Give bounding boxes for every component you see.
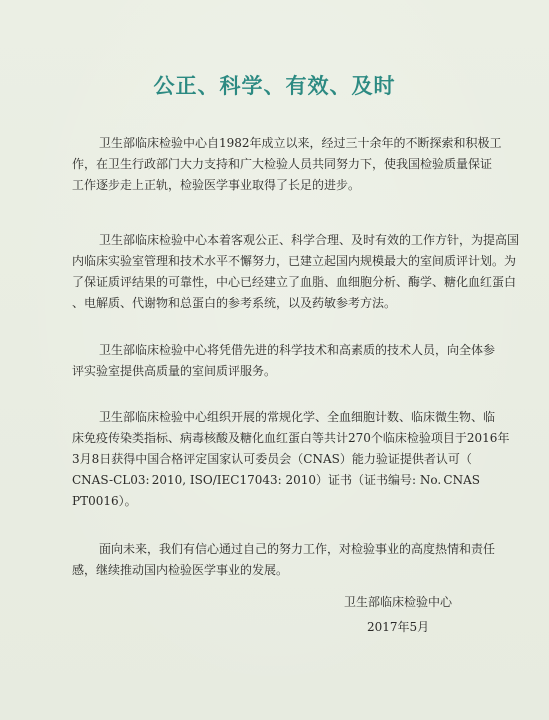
paragraph-line: 卫生部临床检验中心本着客观公正、科学合理、及时有效的工作方针，为提高国 [99,233,520,247]
paragraph-line: 卫生部临床检验中心将凭借先进的科学技术和高素质的技术人员，向全体参 [99,343,496,357]
paragraph-line: 3月8日获得中国合格评定国家认可委员会（CNAS）能力验证提供者认可（ [72,452,472,466]
paragraph-line: 、电解质、代谢物和总蛋白的参考系统，以及药敏参考方法。 [72,296,397,310]
paragraph-line: 感，继续推动国内检验医学事业的发展。 [72,563,289,577]
signature-organization: 卫生部临床检验中心 [344,595,453,609]
paragraph-line: 作，在卫生行政部门大力支持和广大检验人员共同努力下，使我国检验质量保证 [72,157,493,171]
paragraph-line: 卫生部临床检验中心自1982年成立以来，经过三十余年的不断探索和积极工 [99,136,502,150]
paragraph-line: 工作逐步走上正轨，检验医学事业取得了长足的进步。 [72,178,361,192]
paragraph-history [72,133,502,196]
paragraph-line [72,470,480,491]
signature-date: 2017年5月 [367,620,430,634]
paragraph-accreditation [72,407,510,512]
paragraph-future [72,539,496,581]
paragraph-line: 了保证质评结果的可靠性，中心已经建立了血脂、血细胞分析、酶学、糖化血红蛋白 [72,275,517,289]
paragraph-line: 评实验室提供高质量的室间质评服务。 [72,364,277,378]
paragraph-line: 床免疫传染类指标、病毒核酸及糖化血红蛋白等共计270个临床检验项目于2016年 [72,431,510,445]
paragraph-line: 卫生部临床检验中心组织开展的常规化学、全血细胞计数、临床微生物、临 [99,410,496,424]
paragraph-line: 面向未来，我们有信心通过自己的努力工作，对检验事业的高度热情和责任 [99,542,496,556]
paragraph-line: 内临床实验室管理和技术水平不懈努力，已建立起国内规模最大的室间质评计划。为 [72,254,517,268]
page-title: 公正、科学、有效、及时 [153,74,396,98]
cnas-code: CNAS-CL03: [72,473,150,487]
paragraph-line: PT0016）。 [72,494,137,508]
paragraph-policy [72,230,520,314]
paragraph-service [72,340,496,382]
cnas-label: CNAS [443,473,480,487]
iso-standard: 2010, ISO/IEC17043: 2010）证书（证书编号: No. [151,473,442,487]
